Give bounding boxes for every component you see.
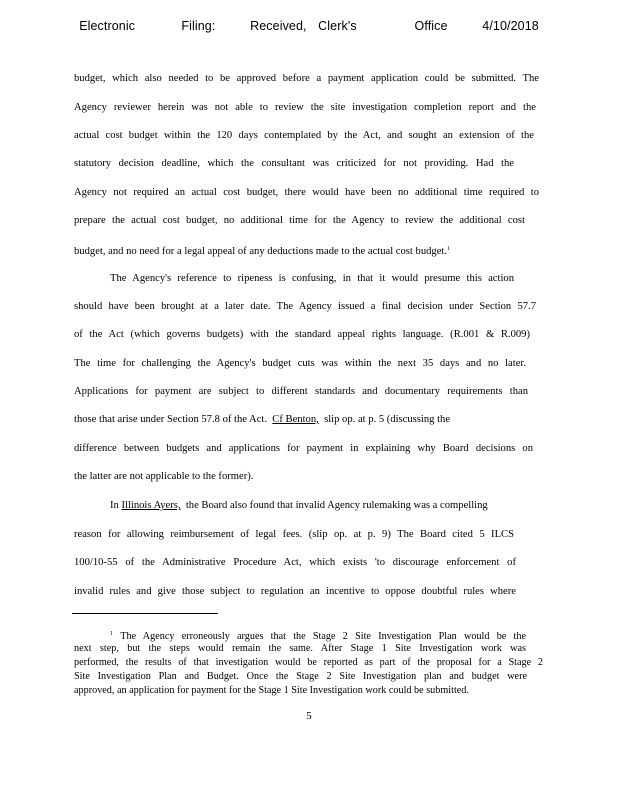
body-line: difference between budgets and applications for payment in explaining why Board decisions on (74, 443, 533, 454)
body-line: should have been brought at a later date. The Agency issued a final decision under Section 57.7 (74, 301, 536, 312)
footnote-marker: 1 (110, 631, 113, 637)
body-line-text: budget, and no need for a legal appeal of any deductions made to the actual cost budget. (74, 246, 448, 257)
paragraph-start-line (110, 499, 530, 513)
citation-parenthetical: slip op. at p. 5 (discussing the (324, 414, 451, 425)
body-line: reason for allowing reimbursement of legal fees. (slip op. at p. 9) The Board cited 5 ILCS (74, 529, 514, 540)
body-line-with-footnote (74, 242, 494, 259)
page-number: 5 (306, 710, 312, 722)
footnote-line-text: The Agency erroneously argues that the Stage 2 Site Investigation Plan would be the (120, 631, 526, 642)
body-line: actual cost budget within the 120 days contemplated by the Act, and sought an extension of the (74, 130, 534, 141)
body-line: the latter are not applicable to the former). (74, 471, 254, 482)
body-line-text: In (110, 500, 119, 511)
body-line-text: the Board also found that invalid Agency rulemaking was a compelling (185, 500, 488, 511)
body-line-text: those that arise under Section 57.8 of the Act. (74, 414, 267, 425)
body-line-with-citation (74, 413, 539, 427)
body-line: 100/10-55 of the Administrative Procedure Act, which exists 'to discourage enforcement of (74, 557, 516, 568)
body-line: invalid rules and give those subject to regulation an incentive to oppose doubtful rules where (74, 586, 516, 597)
footnote-line (110, 628, 526, 643)
electronic-filing-header: Electronic Filing: Received, Clerk's Office 4/10/2018 (79, 19, 539, 33)
body-line: Agency not required an actual cost budget, there would have been no additional time required to (74, 187, 539, 198)
footnote-separator (72, 613, 218, 614)
body-line: Applications for payment are subject to different standards and documentary requirements than (74, 386, 528, 397)
footnote-line: performed, the results of that investigation would be reported as part of the proposal for a Stage 2 (74, 657, 543, 668)
paragraph-start-line: The Agency's reference to ripeness is confusing, in that it would presume this action (110, 273, 514, 284)
body-line: of the Act (which governs budgets) with the standard appeal rights language. (R.001 & R.009) (74, 329, 530, 340)
case-citation-illinois-ayers: Illinois Ayers, (121, 500, 181, 511)
body-line: statutory decision deadline, which the consultant was criticized for not providing. Had the (74, 158, 514, 169)
footnote-line: Site Investigation Plan and Budget. Once the Stage 2 Site Investigation plan and budget were (74, 671, 527, 682)
body-line: Agency reviewer herein was not able to review the site investigation completion report and the (74, 102, 536, 113)
body-line: budget, which also needed to be approved before a payment application could be submitted. The (74, 73, 539, 84)
case-citation-benton: Cf Benton, (272, 414, 319, 425)
body-line: prepare the actual cost budget, no additional time for the Agency to review the additional cost (74, 215, 525, 226)
footnote-line: approved, an application for payment for the Stage 1 Site Investigation work could be submitted. (74, 685, 469, 696)
body-line: The time for challenging the Agency's budget cuts was within the next 35 days and no later. (74, 358, 526, 369)
footnote-line: next step, but the steps would remain the same. After Stage 1 Site Investigation work was (74, 643, 526, 654)
footnote-reference: 1 (447, 246, 451, 252)
